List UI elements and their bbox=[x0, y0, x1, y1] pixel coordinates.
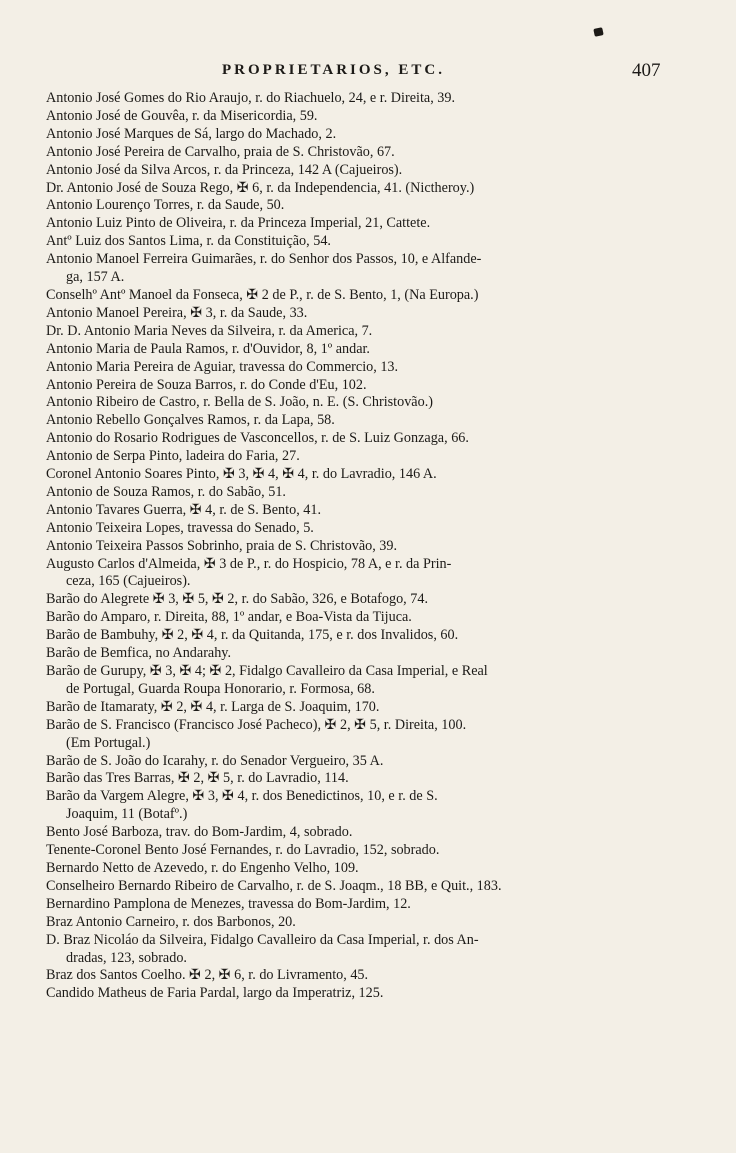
entry-line: Antonio José Marques de Sá, largo do Machado, 2. bbox=[46, 125, 337, 142]
directory-entry bbox=[46, 896, 682, 914]
directory-entry bbox=[46, 377, 682, 395]
entry-line: Antonio Luiz Pinto de Oliveira, r. da Princeza Imperial, 21, Cattete. bbox=[46, 215, 431, 232]
entry-line: Bento José Barboza, trav. do Bom-Jardim, 4, sobrado. bbox=[46, 824, 353, 841]
directory-entry bbox=[46, 412, 682, 430]
page-header bbox=[0, 60, 736, 86]
entry-line: Coronel Antonio Soares Pinto, ✠ 3, ✠ 4, ✠ 4, r. do Lavradio, 146 A. bbox=[46, 466, 437, 483]
entry-line: Antonio Tavares Guerra, ✠ 4, r. de S. Bento, 41. bbox=[46, 501, 322, 518]
entry-line: Antº Luiz dos Santos Lima, r. da Constituição, 54. bbox=[46, 233, 331, 250]
entry-continuation-line: dradas, 123, sobrado. bbox=[66, 949, 187, 966]
entry-line: Barão de S. Francisco (Francisco José Pacheco), ✠ 2, ✠ 5, r. Direita, 100. bbox=[46, 716, 467, 733]
entry-continuation-line: (Em Portugal.) bbox=[66, 734, 151, 751]
entry-line: Antonio Ribeiro de Castro, r. Bella de S. João, n. E. (S. Christovão.) bbox=[46, 394, 433, 411]
entry-line: Dr. D. Antonio Maria Neves da Silveira, r. da America, 7. bbox=[46, 322, 373, 339]
directory-entry bbox=[46, 842, 682, 860]
entry-line: Barão da Vargem Alegre, ✠ 3, ✠ 4, r. dos Benedictinos, 10, e r. de S. bbox=[46, 788, 438, 805]
directory-entry bbox=[46, 770, 682, 788]
entry-line: Augusto Carlos d'Almeida, ✠ 3 de P., r. do Hospicio, 78 A, e r. da Prin- bbox=[46, 555, 452, 572]
directory-entry bbox=[46, 323, 682, 341]
directory-entry bbox=[46, 591, 682, 609]
entry-line: D. Braz Nicoláo da Silveira, Fidalgo Cavalleiro da Casa Imperial, r. dos An- bbox=[46, 931, 479, 948]
directory-entry bbox=[46, 305, 682, 323]
entry-line: Antonio Maria de Paula Ramos, r. d'Ouvidor, 8, 1º andar. bbox=[46, 340, 370, 357]
directory-entry bbox=[46, 144, 682, 162]
directory-entry bbox=[46, 287, 682, 305]
directory-entry bbox=[46, 359, 682, 377]
directory-entry bbox=[46, 627, 682, 645]
directory-entry bbox=[46, 860, 682, 878]
directory-entry bbox=[46, 448, 682, 466]
entry-list bbox=[46, 90, 682, 1003]
entry-continuation-line: Joaquim, 11 (Botafº.) bbox=[66, 806, 188, 823]
entry-line: Antonio Lourenço Torres, r. da Saude, 50. bbox=[46, 197, 285, 214]
entry-continuation-line: de Portugal, Guarda Roupa Honorario, r. Formosa, 68. bbox=[66, 680, 375, 697]
entry-line: Barão do Amparo, r. Direita, 88, 1º andar, e Boa-Vista da Tijuca. bbox=[46, 609, 412, 626]
entry-line: Antonio Manoel Ferreira Guimarães, r. do Senhor dos Passos, 10, e Alfande- bbox=[46, 251, 482, 268]
entry-line: Antonio Rebello Gonçalves Ramos, r. da Lapa, 58. bbox=[46, 412, 335, 429]
directory-entry bbox=[46, 967, 682, 985]
entry-line: Candido Matheus de Faria Pardal, largo da Imperatriz, 125. bbox=[46, 985, 384, 1002]
directory-entry bbox=[46, 394, 682, 412]
entry-line: Antonio José de Gouvêa, r. da Misericordia, 59. bbox=[46, 107, 318, 124]
directory-entry bbox=[46, 824, 682, 842]
ink-mark bbox=[593, 27, 603, 37]
entry-line: Antonio José Pereira de Carvalho, praia de S. Christovão, 67. bbox=[46, 143, 395, 160]
directory-entry bbox=[46, 717, 682, 753]
entry-line: Antonio do Rosario Rodrigues de Vasconcellos, r. de S. Luiz Gonzaga, 66. bbox=[46, 430, 469, 447]
entry-line: Bernardino Pamplona de Menezes, travessa do Bom-Jardim, 12. bbox=[46, 895, 411, 912]
directory-entry bbox=[46, 197, 682, 215]
entry-line: Antonio Teixeira Lopes, travessa do Senado, 5. bbox=[46, 519, 314, 536]
directory-entry bbox=[46, 878, 682, 896]
entry-line: Barão de Gurupy, ✠ 3, ✠ 4; ✠ 2, Fidalgo Cavalleiro da Casa Imperial, e Real bbox=[46, 663, 488, 679]
directory-entry bbox=[46, 466, 682, 484]
entry-line: Conselheiro Bernardo Ribeiro de Carvalho, r. de S. Joaqm., 18 BB, e Quit., 183. bbox=[46, 877, 502, 894]
directory-entry bbox=[46, 341, 682, 359]
entry-line: Barão de Itamaraty, ✠ 2, ✠ 4, r. Larga de S. Joaquim, 170. bbox=[46, 698, 380, 715]
entry-line: Barão das Tres Barras, ✠ 2, ✠ 5, r. do Lavradio, 114. bbox=[46, 770, 349, 787]
running-title: PROPRIETARIOS, ETC. bbox=[222, 62, 445, 78]
directory-entry bbox=[46, 645, 682, 663]
entry-line: Antonio Pereira de Souza Barros, r. do Conde d'Eu, 102. bbox=[46, 376, 367, 393]
directory-entry bbox=[46, 90, 682, 108]
entry-continuation-line: ga, 157 A. bbox=[66, 269, 125, 286]
entry-line: Antonio Teixeira Passos Sobrinho, praia de S. Christovão, 39. bbox=[46, 537, 398, 554]
entry-line: Antonio Manoel Pereira, ✠ 3, r. da Saude, 33. bbox=[46, 304, 308, 321]
entry-line: Braz dos Santos Coelho. ✠ 2, ✠ 6, r. do Livramento, 45. bbox=[46, 967, 369, 984]
directory-entry bbox=[46, 108, 682, 126]
directory-entry bbox=[46, 233, 682, 251]
entry-continuation-line: ceza, 165 (Cajueiros). bbox=[66, 573, 191, 590]
directory-entry bbox=[46, 126, 682, 144]
directory-entry bbox=[46, 788, 682, 824]
directory-entry bbox=[46, 251, 682, 287]
entry-line: Barão de Bemfica, no Andarahy. bbox=[46, 645, 232, 662]
entry-line: Antonio José da Silva Arcos, r. da Princeza, 142 A (Cajueiros). bbox=[46, 161, 403, 178]
entry-line: Braz Antonio Carneiro, r. dos Barbonos, 20. bbox=[46, 913, 296, 930]
directory-entry bbox=[46, 985, 682, 1003]
entry-line: Antonio José Gomes do Rio Araujo, r. do Riachuelo, 24, e r. Direita, 39. bbox=[46, 90, 456, 106]
entry-line: Antonio Maria Pereira de Aguiar, travessa do Commercio, 13. bbox=[46, 358, 399, 375]
page-number: 407 bbox=[632, 60, 661, 81]
directory-entry bbox=[46, 520, 682, 538]
directory-entry bbox=[46, 914, 682, 932]
entry-line: Barão do Alegrete ✠ 3, ✠ 5, ✠ 2, r. do Sabão, 326, e Botafogo, 74. bbox=[46, 591, 429, 608]
directory-entry bbox=[46, 484, 682, 502]
directory-entry bbox=[46, 932, 682, 968]
directory-entry bbox=[46, 556, 682, 592]
directory-entry bbox=[46, 502, 682, 520]
entry-line: Antonio de Souza Ramos, r. do Sabão, 51. bbox=[46, 483, 286, 500]
directory-entry bbox=[46, 609, 682, 627]
directory-entry bbox=[46, 430, 682, 448]
entry-line: Dr. Antonio José de Souza Rego, ✠ 6, r. da Independencia, 41. (Nictheroy.) bbox=[46, 179, 475, 196]
directory-entry bbox=[46, 538, 682, 556]
entry-line: Barão de Bambuhy, ✠ 2, ✠ 4, r. da Quitanda, 175, e r. dos Invalidos, 60. bbox=[46, 627, 459, 644]
entry-line: Bernardo Netto de Azevedo, r. do Engenho Velho, 109. bbox=[46, 859, 359, 876]
entry-line: Conselhº Antº Manoel da Fonseca, ✠ 2 de P., r. de S. Bento, 1, (Na Europa.) bbox=[46, 286, 479, 303]
entry-line: Barão de S. João do Icarahy, r. do Senador Vergueiro, 35 A. bbox=[46, 752, 384, 769]
directory-entry bbox=[46, 699, 682, 717]
entry-line: Tenente-Coronel Bento José Fernandes, r. do Lavradio, 152, sobrado. bbox=[46, 842, 440, 859]
directory-entry bbox=[46, 753, 682, 771]
directory-entry bbox=[46, 162, 682, 180]
directory-entry bbox=[46, 663, 682, 699]
entry-line: Antonio de Serpa Pinto, ladeira do Faria, 27. bbox=[46, 448, 300, 465]
directory-entry bbox=[46, 180, 682, 198]
directory-entry bbox=[46, 215, 682, 233]
